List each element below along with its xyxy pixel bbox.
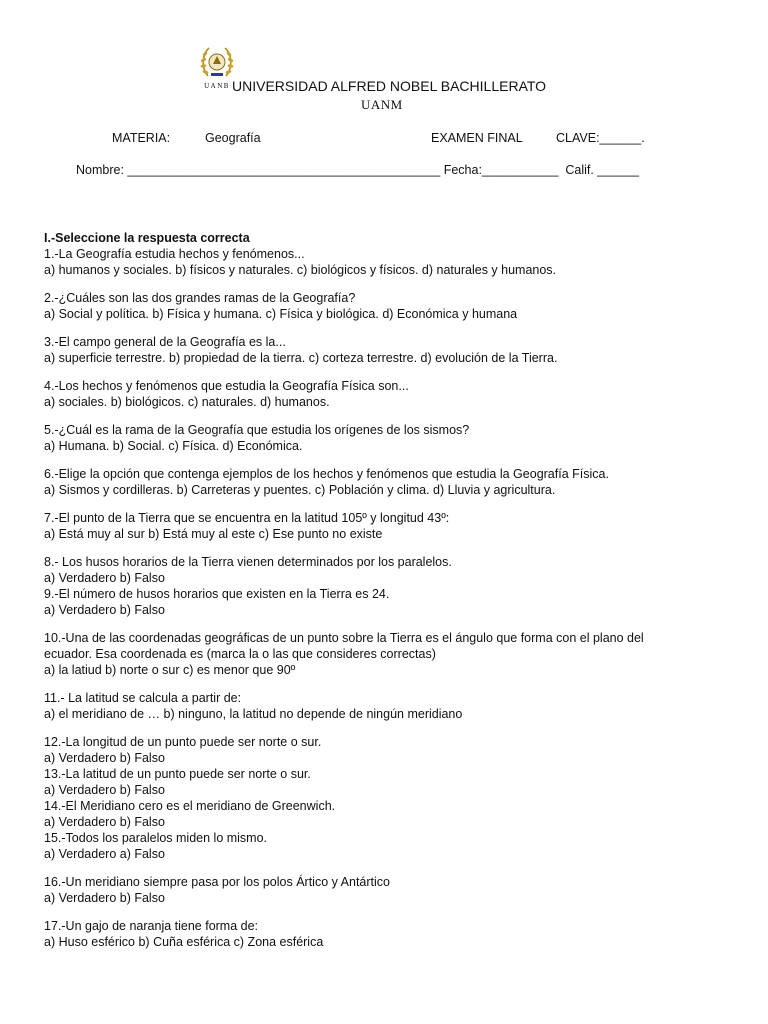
name-date-grade-line: Nombre: _____________________________________________ Fecha:___________ Calif. ______ <box>76 163 640 177</box>
question-16 <box>44 874 744 906</box>
answer-options: a) Verdadero b) Falso <box>44 603 165 617</box>
answer-options: a) Está muy al sur b) Está muy al este c) Ese punto no existe <box>44 527 383 541</box>
question-5 <box>44 422 744 454</box>
question-2 <box>44 290 744 322</box>
question-text: 16.-Un meridiano siempre pasa por los polos Ártico y Antártico <box>44 875 390 889</box>
question-10 <box>44 630 744 678</box>
question-text: 17.-Un gajo de naranja tiene forma de: <box>44 919 259 933</box>
clave-field: CLAVE:______. <box>556 131 645 145</box>
answer-options: a) Verdadero b) Falso <box>44 891 165 905</box>
question-7 <box>44 510 744 542</box>
answer-options: a) Verdadero b) Falso <box>44 571 165 585</box>
answer-options: a) Sismos y cordilleras. b) Carreteras y puentes. c) Población y clima. d) Lluvia y agricultura. <box>44 483 556 497</box>
question-text: 5.-¿Cuál es la rama de la Geografía que estudia los orígenes de los sismos? <box>44 423 470 437</box>
questions-section <box>44 231 744 950</box>
section-title: I.-Seleccione la respuesta correcta <box>44 231 250 245</box>
answer-options: a) Verdadero b) Falso <box>44 783 165 797</box>
question-text: 6.-Elige la opción que contenga ejemplos de los hechos y fenómenos que estudia la Geografía Física. <box>44 467 609 481</box>
answer-options: a) Verdadero b) Falso <box>44 815 165 829</box>
question-11 <box>44 690 744 722</box>
university-title: UNIVERSIDAD ALFRED NOBEL BACHILLERATO <box>232 78 547 94</box>
answer-options: a) el meridiano de … b) ninguno, la latitud no depende de ningún meridiano <box>44 707 463 721</box>
question-text: 1.-La Geografía estudia hechos y fenómenos... <box>44 247 305 261</box>
question-1 <box>44 246 744 278</box>
answer-options: a) sociales. b) biológicos. c) naturales. d) humanos. <box>44 395 330 409</box>
question-text: 4.-Los hechos y fenómenos que estudia la Geografía Física son... <box>44 379 409 393</box>
answer-options: a) superficie terrestre. b) propiedad de la tierra. c) corteza terrestre. d) evolución de la Tierra. <box>44 351 558 365</box>
question-text: 14.-El Meridiano cero es el meridiano de Greenwich. <box>44 799 336 813</box>
question-text: 15.-Todos los paralelos miden lo mismo. <box>44 831 268 845</box>
question-text: 8.- Los husos horarios de la Tierra vienen determinados por los paralelos. <box>44 555 452 569</box>
question-text: 13.-La latitud de un punto puede ser norte o sur. <box>44 767 311 781</box>
question-4 <box>44 378 744 410</box>
questions-8-9 <box>44 554 744 618</box>
materia-value: Geografía <box>205 131 261 145</box>
answer-options: a) Verdadero b) Falso <box>44 751 165 765</box>
answer-options: a) humanos y sociales. b) físicos y naturales. c) biológicos y físicos. d) naturales y humanos. <box>44 263 557 277</box>
question-6 <box>44 466 744 498</box>
answer-options: a) Verdadero a) Falso <box>44 847 165 861</box>
question-text: 9.-El número de husos horarios que existen en la Tierra es 24. <box>44 587 390 601</box>
questions-12-15 <box>44 734 744 862</box>
logo-text: UANB <box>204 82 230 90</box>
question-17 <box>44 918 744 950</box>
university-acronym: UANM <box>361 97 403 112</box>
question-text: 12.-La longitud de un punto puede ser norte o sur. <box>44 735 322 749</box>
question-text: 10.-Una de las coordenadas geográficas de un punto sobre la Tierra es el ángulo que forma con el plano del <box>44 631 644 645</box>
question-text: 2.-¿Cuáles son las dos grandes ramas de la Geografía? <box>44 291 356 305</box>
question-text: 11.- La latitud se calcula a partir de: <box>44 691 242 705</box>
question-text: 7.-El punto de la Tierra que se encuentra en la latitud 105º y longitud 43º: <box>44 511 450 525</box>
question-text-continued: ecuador. Esa coordenada es (marca la o las que consideres correctas) <box>44 647 436 661</box>
exam-type: EXAMEN FINAL <box>431 131 523 145</box>
answer-options: a) la latiud b) norte o sur c) es menor que 90º <box>44 663 296 677</box>
answer-options: a) Social y política. b) Física y humana. c) Física y biológica. d) Económica y humana <box>44 307 518 321</box>
question-3 <box>44 334 744 366</box>
answer-options: a) Huso esférico b) Cuña esférica c) Zona esférica <box>44 935 324 949</box>
answer-options: a) Humana. b) Social. c) Física. d) Económica. <box>44 439 303 453</box>
materia-label: MATERIA: <box>112 131 171 145</box>
question-text: 3.-El campo general de la Geografía es la... <box>44 335 286 349</box>
